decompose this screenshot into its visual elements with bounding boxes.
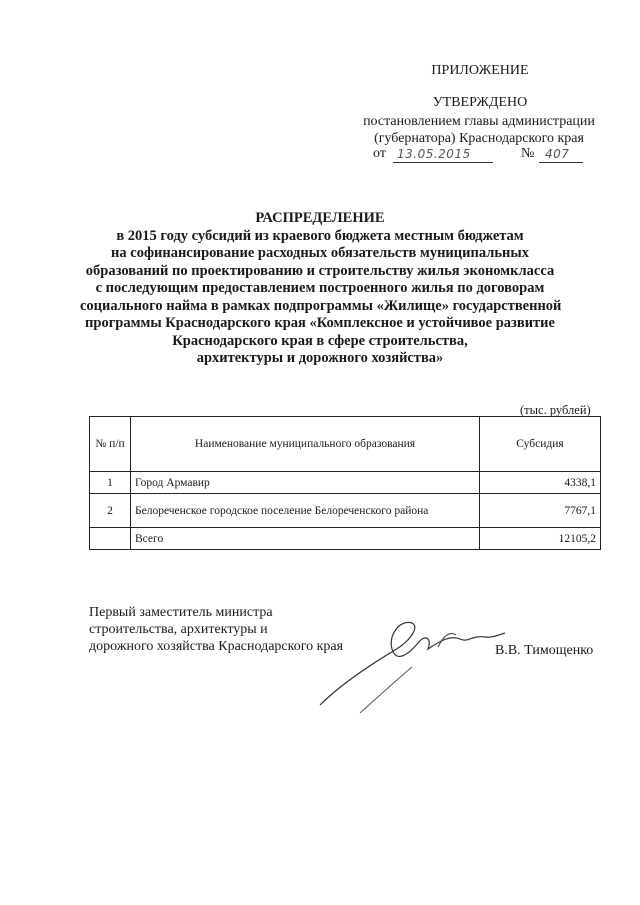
title-line: Краснодарского края в сфере строительства, bbox=[172, 332, 468, 349]
approval-date-line bbox=[373, 146, 593, 166]
signatory-line: строительства, архитектуры и bbox=[89, 622, 268, 637]
date-value: 13.05.2015 bbox=[397, 147, 471, 161]
table-header-row bbox=[90, 417, 601, 472]
signatory-name: В.В. Тимощенко bbox=[495, 643, 594, 658]
title-line: архитектуры и дорожного хозяйства» bbox=[196, 350, 444, 366]
row-subsidy: 7767,1 bbox=[480, 494, 601, 528]
row-num: 2 bbox=[90, 494, 131, 528]
title-line: на софинансирование расходных обязательств муниципальных bbox=[111, 245, 529, 261]
table-row bbox=[90, 472, 601, 494]
total-subsidy: 12105,2 bbox=[480, 528, 601, 550]
approved-by-line-2: (губернатора) Краснодарского края bbox=[374, 131, 584, 146]
title-line: образований по проектированию и строительству жилья экономкласса bbox=[85, 262, 555, 279]
title-line: с последующим предоставлением построенного жилья по договорам bbox=[95, 280, 545, 296]
appendix-label: ПРИЛОЖЕНИЕ bbox=[431, 63, 529, 78]
number-prefix: № bbox=[521, 146, 535, 161]
total-num-cell bbox=[90, 528, 131, 550]
header-num: № п/п bbox=[90, 417, 131, 472]
approved-by-line-1: постановлением главы администрации bbox=[363, 114, 595, 129]
date-prefix: от bbox=[373, 146, 386, 161]
units-label: (тыс. рублей) bbox=[520, 403, 591, 417]
subsidy-table bbox=[89, 416, 601, 550]
date-underline bbox=[393, 162, 493, 163]
row-name: Белореченское городское поселение Белореченского района bbox=[131, 494, 480, 528]
row-subsidy: 4338,1 bbox=[480, 472, 601, 494]
signatory-line: дорожного хозяйства Краснодарского края bbox=[89, 639, 344, 654]
row-num: 1 bbox=[90, 472, 131, 494]
row-name: Город Армавир bbox=[131, 472, 480, 494]
header-name: Наименование муниципального образования bbox=[131, 417, 480, 472]
title-line: в 2015 году субсидий из краевого бюджета местным бюджетам bbox=[116, 227, 524, 244]
table-row bbox=[90, 494, 601, 528]
signatory-line: Первый заместитель министра bbox=[89, 605, 273, 620]
total-label: Всего bbox=[131, 528, 480, 550]
title-line: социального найма в рамках подпрограммы «Жилище» государственной bbox=[80, 297, 562, 314]
title-heading: РАСПРЕДЕЛЕНИЕ bbox=[255, 210, 385, 226]
title-line: программы Краснодарского края «Комплексное и устойчивое развитие bbox=[85, 315, 555, 331]
approved-label: УТВЕРЖДЕНО bbox=[432, 95, 528, 110]
number-underline bbox=[539, 162, 583, 163]
header-subsidy: Субсидия bbox=[480, 417, 601, 472]
table-total-row bbox=[90, 528, 601, 550]
number-value: 407 bbox=[545, 147, 570, 161]
document-title bbox=[80, 210, 560, 368]
handwritten-signature bbox=[300, 605, 510, 715]
